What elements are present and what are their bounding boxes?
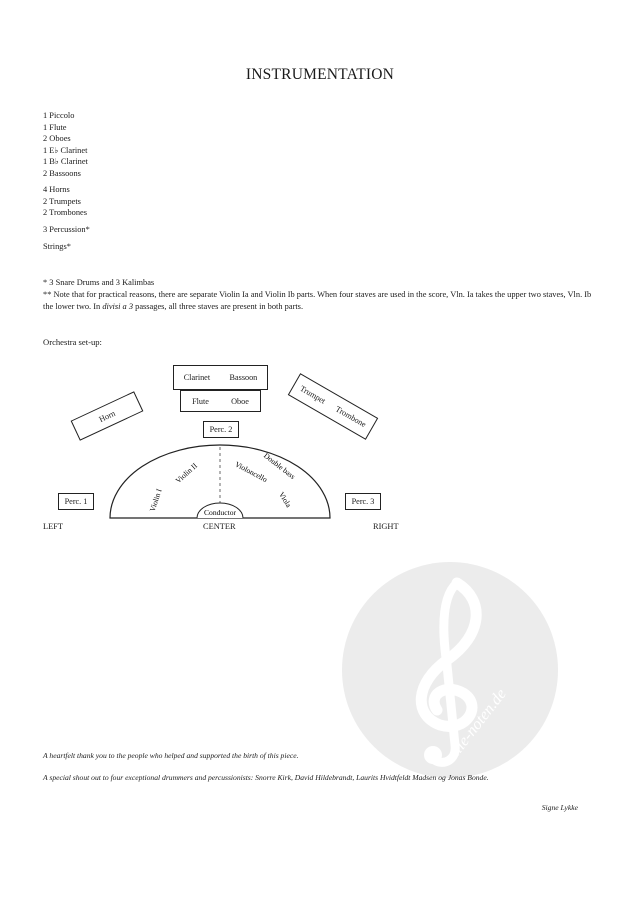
- perc1-box: [58, 493, 94, 510]
- strings-semicircle: [100, 435, 340, 535]
- violin2-label: Violin II: [173, 461, 199, 486]
- brass-trumpets: 2 Trumpets: [43, 196, 81, 206]
- woodwind-bassoons: 2 Bassoons: [43, 168, 81, 178]
- horn-box: [71, 391, 144, 441]
- flute-label: Flute: [192, 396, 209, 406]
- thanks-line-1: A heartfelt thank you to the people who helped and supported the birth of this piece.: [43, 751, 299, 760]
- perc2-label: Perc. 2: [209, 425, 233, 434]
- woodwind-oboes: 2 Oboes: [43, 134, 71, 143]
- clarinet-label: Clarinet: [183, 373, 211, 382]
- double-bass-label: Double bass: [262, 450, 298, 482]
- brass-list: [43, 184, 87, 219]
- footnotes: [43, 277, 603, 313]
- violin1-label: Violin I: [147, 487, 164, 513]
- setup-heading: Orchestra set-up:: [43, 337, 102, 347]
- page-title: INSTRUMENTATION: [245, 66, 395, 83]
- flute-oboe-box: [180, 390, 261, 412]
- footnote-1: * 3 Snare Drums and 3 Kalimbas: [43, 278, 155, 287]
- watermark: [335, 555, 565, 785]
- thanks-line-2: A special shout out to four exceptional drummers and percussionists: Snorre Kirk, David Hildebrandt, Laurits Hvidtfeldt Madsen og Jonas Bonde.: [43, 773, 489, 782]
- perc3-box: [345, 493, 381, 510]
- trumpet-label: Trumpet: [298, 383, 327, 406]
- signature: Signe Lykke: [541, 803, 578, 812]
- woodwind-piccolo: 1 Piccolo: [43, 111, 75, 120]
- strings-line: Strings*: [43, 242, 71, 251]
- woodwind-eb-clarinet: 1 E♭ Clarinet: [43, 145, 88, 155]
- bassoon-label: Bassoon: [229, 373, 258, 382]
- right-label: RIGHT: [373, 522, 399, 531]
- trumpet-trombone-box: [288, 373, 378, 440]
- conductor-label: Conductor: [203, 508, 237, 517]
- horn-label: Horn: [97, 408, 117, 424]
- brass-horns: 4 Horns: [43, 185, 70, 194]
- brass-trombones: 2 Trombones: [43, 208, 87, 217]
- violoncello-label: Violoncello: [233, 459, 269, 485]
- woodwind-bb-clarinet: 1 B♭ Clarinet: [43, 157, 88, 166]
- watermark-text: alle-noten.de: [444, 685, 510, 763]
- left-label: LEFT: [43, 522, 64, 531]
- center-label: CENTER: [203, 522, 236, 531]
- perc1-label: Perc. 1: [64, 497, 88, 506]
- woodwinds-list: [43, 110, 88, 179]
- perc3-label: Perc. 3: [351, 497, 375, 506]
- woodwind-flute: 1 Flute: [43, 122, 67, 132]
- percussion-line: 3 Percussion*: [43, 225, 90, 234]
- viola-label: Viola: [276, 490, 294, 510]
- trombone-label: Trombone: [333, 404, 368, 430]
- footnote-2: ** Note that for practical reasons, there are separate Violin Ia and Violin Ib parts. When four staves are used in the score, Vln. Ia takes the upper two staves, Vln. Ib the lower two. In divisi a 3 passages, all three staves are present in both parts.: [43, 290, 592, 311]
- oboe-label: Oboe: [231, 396, 249, 406]
- clarinet-bassoon-box: [173, 365, 268, 390]
